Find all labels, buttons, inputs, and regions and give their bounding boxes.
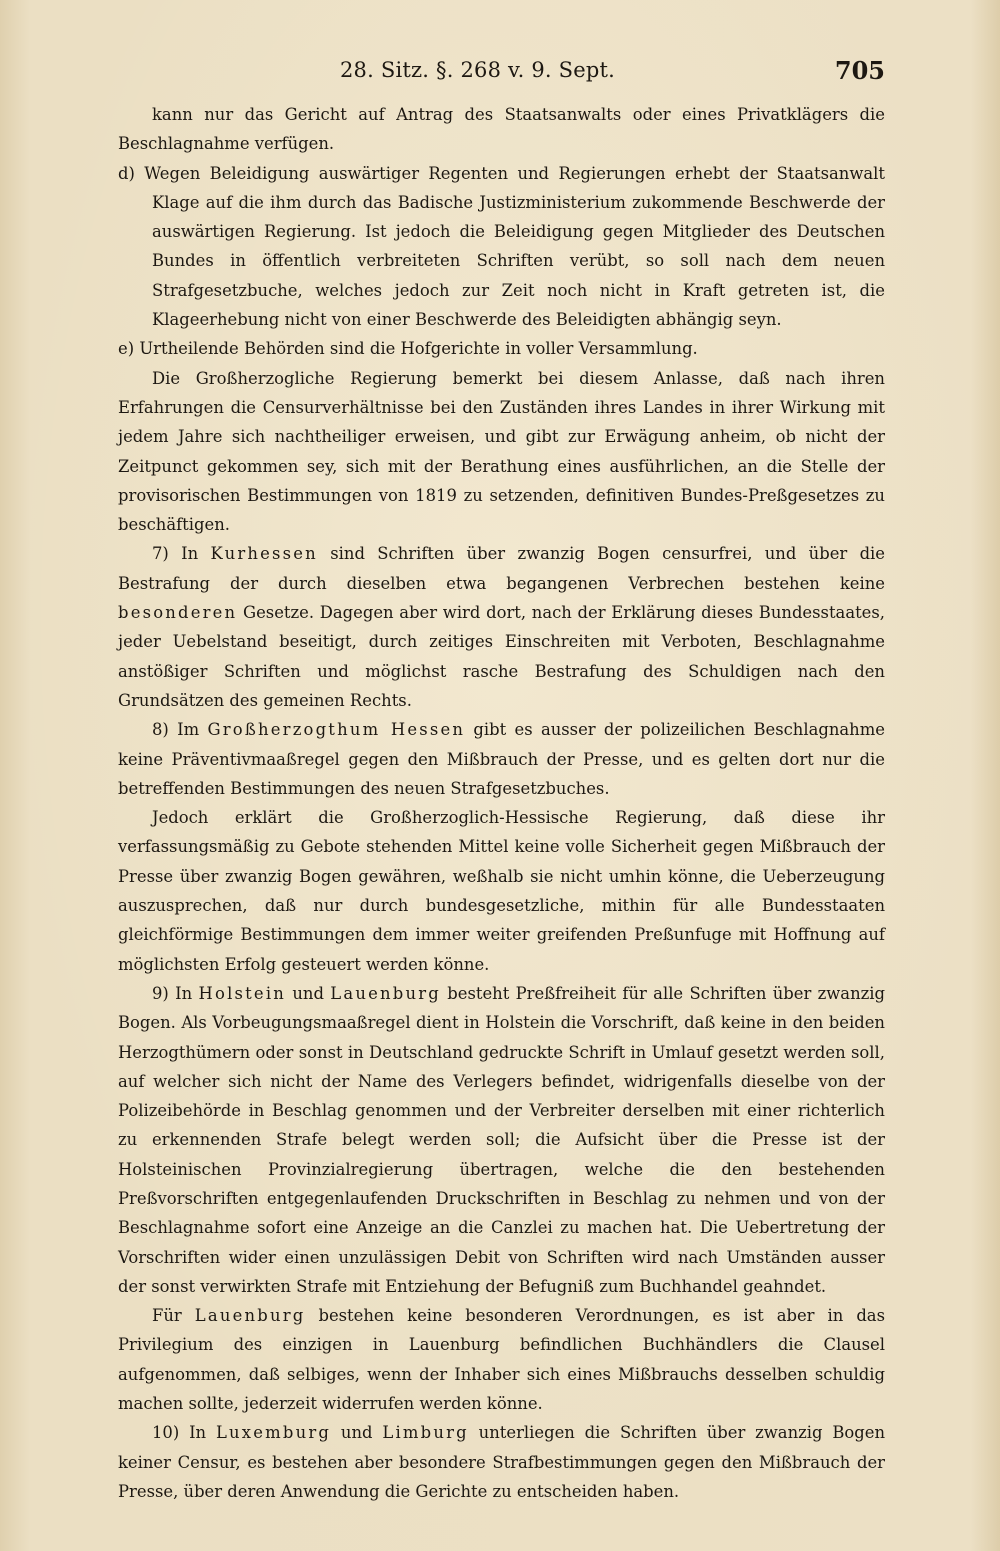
body-text [118, 100, 885, 1506]
section-lead: 7) In [152, 544, 199, 564]
page-header [150, 58, 885, 88]
conjunction: und [340, 1423, 373, 1443]
paragraph-luxemburg [118, 1418, 885, 1506]
paragraph-text: sind Schriften über zwanzig Bogen censurfrei, und über die Bestrafung der durch dieselben etwa begangenen Verbrechen bestehen keine [118, 544, 885, 593]
paragraph-text: kann nur das Gericht auf Antrag des Staatsanwalts oder eines Privatklägers die Beschlagnahme verfügen. [118, 105, 885, 154]
page-number: 705 [834, 56, 885, 85]
state-name: Kurhessen [210, 544, 318, 564]
section-lead: 8) Im [152, 720, 200, 740]
paragraph-text: Gesetze. Dagegen aber wird dort, nach der Erklärung dieses Bundesstaates, jeder Uebelstand beseitigt, durch zeitiges Einschreiten mit Verboten, Beschlagnahme anstößiger Schriften und möglichst rasche Bestrafung des Schuldigen nach den Grundsätzen des gemeinen Rechts. [118, 603, 885, 710]
paragraph-text: Jedoch erklärt die Großherzoglich-Hessische Regierung, daß diese ihr verfassungsmäßig zu Gebote stehenden Mittel keine volle Sicherheit gegen Mißbrauch der Presse über zwanzig Bogen gewähren, weßhalb sie nicht umhin könne, die Ueberzeugung auszusprechen, daß nur durch bundesgesetzliche, mithin für alle Bundesstaaten gleichförmige Bestimmungen dem immer weiter greifenden Preßunfuge mit Hoffnung auf möglichsten Erfolg gesteuert werden könne. [118, 808, 885, 974]
section-lead: Für [152, 1306, 182, 1326]
list-item-e [118, 334, 885, 363]
paragraph-text: besteht Preßfreiheit für alle Schriften über zwanzig Bogen. Als Vorbeugungsmaaßregel dient in Holstein die Vorschrift, daß keine in den beiden Herzogthümern oder sonst in Deutschland gedruckte Schrift in Umlauf gesetzt werden soll, auf welcher sich nicht der Name des Verlegers befindet, widrigenfalls dieselbe von der Polizeibehörde in Beschlag genommen und der Verbreiter derselben mit einer richterlich zu erkennenden Strafe belegt werden soll; die Aufsicht über die Presse ist der Holsteinischen Provinzialregierung übertragen, welche die den bestehenden Preßvorschriften entgegenlaufenden Druckschriften in Beschlag zu nehmen und von der Beschlagnahme sofort eine Anzeige an die Canzlei zu machen hat. Die Uebertretung der Vorschriften wider einen unzulässigen Debit von Schriften wird nach Umständen ausser der sonst verwirkten Strafe mit Entziehung der Befugniß zum Buchhandel geahndet. [118, 983, 885, 1296]
paragraph-baden-remark [118, 364, 885, 540]
paragraph-text: Urtheilende Behörden sind die Hofgerichte in voller Versammlung. [139, 339, 698, 359]
section-lead: 9) In [152, 983, 193, 1003]
running-head: 28. Sitz. §. 268 v. 9. Sept. [340, 58, 616, 82]
paragraph-lauenburg [118, 1301, 885, 1418]
conjunction: und [292, 983, 324, 1003]
section-lead: 10) In [152, 1423, 207, 1443]
paragraph-kurhessen [118, 539, 885, 715]
paragraph-hessen [118, 715, 885, 803]
paragraph-hessen-remark [118, 803, 885, 979]
paragraph-holstein [118, 979, 885, 1301]
paragraph-text: unterliegen die Schriften über zwanzig Bogen keiner Censur, es bestehen aber besondere Strafbestimmungen gegen den Mißbrauch der Presse, über deren Anwendung die Gerichte zu entscheiden haben. [118, 1423, 886, 1501]
paragraph-text: Die Großherzogliche Regierung bemerkt bei diesem Anlasse, daß nach ihren Erfahrungen die Censurverhältnisse bei den Zuständen ihres Landes in ihrer Wirkung mit jedem Jahre sich nachtheiliger erweisen, und gibt zur Erwägung anheim, ob nicht der Zeitpunct gekommen sey, sich mit der Berathung eines ausführlichen, an die Stelle der provisorischen Bestimmungen von 1819 zu setzenden, definitiven Bundes-Preßgesetzes zu beschäftigen. [118, 368, 885, 535]
state-name: Holstein [198, 983, 287, 1003]
paragraph-continuation [118, 100, 885, 159]
state-name: Limburg [382, 1423, 469, 1443]
emphasis: besonderen [118, 603, 238, 623]
paragraph-text: Wegen Beleidigung auswärtiger Regenten und Regierungen erhebt der Staatsanwalt Klage auf die ihm durch das Badische Justizministerium zukommende Beschwerde der auswärtigen Regierung. Ist jedoch die Beleidigung gegen Mitglieder des Deutschen Bundes in öffentlich verbreiteten Schriften verübt, so soll nach dem neuen Strafgesetzbuche, welches jedoch zur Zeit noch nicht in Kraft getreten ist, die Klageerhebung nicht von einer Beschwerde des Beleidigten abhängig seyn. [144, 163, 885, 330]
state-name: Luxemburg [215, 1423, 332, 1443]
paragraph-text: bestehen keine besonderen Verordnungen, es ist aber in das Privilegium des einzigen in Lauenburg befindlichen Buchhändlers die Clausel aufgenommen, daß selbiges, wenn der Inhaber sich eines Mißbrauchs desselben schuldig machen sollte, jederzeit widerrufen werden könne. [118, 1306, 885, 1414]
list-item-d [118, 159, 885, 335]
state-name: Großherzogthum Hessen [207, 720, 466, 740]
state-name: Lauenburg [194, 1306, 306, 1326]
state-name: Lauenburg [330, 983, 441, 1003]
list-marker: d) [118, 163, 135, 183]
paragraph-text: gibt es ausser der polizeilichen Beschlagnahme keine Präventivmaaßregel gegen den Mißbrauch der Presse, und es gelten dort nur die betreffenden Bestimmungen des neuen Strafgesetzbuches. [118, 720, 885, 798]
list-marker: e) [118, 339, 135, 359]
